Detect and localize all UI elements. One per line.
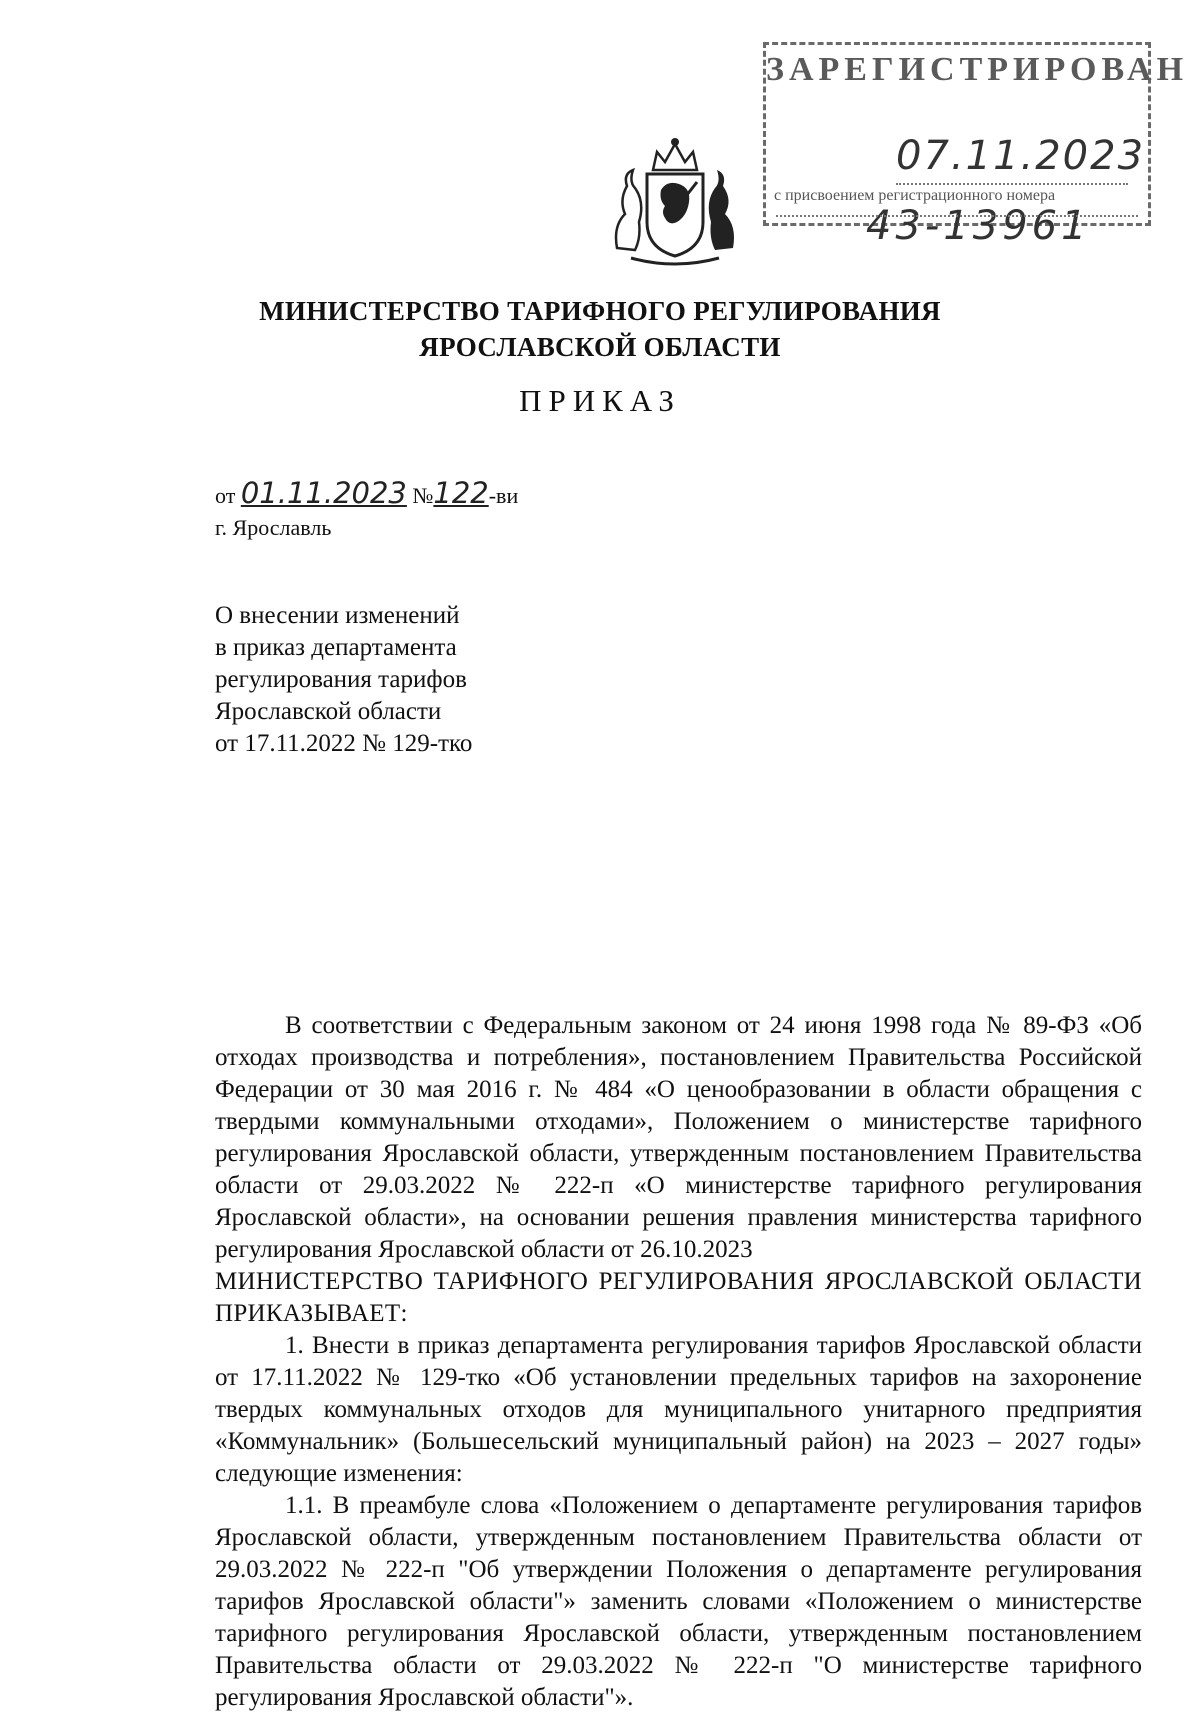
from-label: от — [215, 483, 236, 508]
subject-block — [215, 600, 472, 760]
subject-line: регулирования тарифов — [215, 666, 467, 693]
stamp-bottom-line — [776, 215, 1138, 217]
orders-heading: МИНИСТЕРСТВО ТАРИФНОГО РЕГУЛИРОВАНИЯ ЯРОСЛАВСКОЙ ОБЛАСТИ ПРИКАЗЫВАЕТ: — [215, 1268, 1142, 1327]
registration-stamp — [763, 42, 1189, 249]
document-type: ПРИКАЗ — [519, 383, 681, 418]
date-number-line — [215, 477, 518, 512]
org-name-line-2: ЯРОСЛАВСКОЙ ОБЛАСТИ — [419, 332, 781, 362]
subject-line: О внесении изменений — [215, 602, 460, 629]
issuing-authority — [0, 293, 1200, 365]
number-suffix: -ви — [488, 483, 519, 508]
subject-line: от 17.11.2022 № 129-тко — [215, 730, 473, 757]
item-1-1-paragraph: 1.1. В преамбуле слова «Положением о департаменте регулирования тарифов Ярославской области, утвержденным постановлением Правительства области от 29.03.2022 № 222-п "Об утверждении Положения о департаменте регулирования тарифов Ярославской области"» заменить словами «Положением о министерстве тарифного регулирования Ярославской области, утвержденным постановлением Правительства области от 29.03.2022 № 222-п "О министерстве тарифного регулирования Ярославской области"». — [215, 1492, 1142, 1711]
city: г. Ярославль — [215, 515, 332, 540]
number-label: № — [412, 483, 434, 508]
order-date: 01.11.2023 — [240, 476, 407, 510]
item-1-paragraph: 1. Внести в приказ департамента регулирования тарифов Ярославской области от 17.11.2022 № 129-тко «Об установлении предельных тарифов на захоронение твердых коммунальных отходов для муниципального унитарного предприятия «Коммунальник» (Большесельский муниципальный район) на 2023 – 2027 годы» следующие изменения: — [215, 1332, 1142, 1487]
order-number: 122 — [433, 476, 489, 510]
stamp-divider — [896, 183, 1128, 185]
stamp-title: ЗАРЕГИСТРИРОВАН — [766, 51, 1189, 88]
preamble-paragraph: В соответствии с Федеральным законом от 24 июня 1998 года № 89-ФЗ «Об отходах производства и потребления», постановлением Правительства Российской Федерации от 30 мая 2016 г. № 484 «О ценообразовании в области обращения с твердыми коммунальными отходами», Положением о министерстве тарифного регулирования Ярославской области, утвержденным постановлением Правительства области от 29.03.2022 № 222-п «О министерстве тарифного регулирования Ярославской области», на основании решения правления министерства тарифного регулирования Ярославской области от 26.10.2023 — [215, 1012, 1142, 1263]
subject-line: в приказ департамента — [215, 634, 457, 661]
subject-line: Ярославской области — [215, 698, 442, 725]
stamp-date: 07.11.2023 — [896, 133, 1146, 179]
document-meta — [215, 477, 518, 544]
stamp-number: 43-13961 — [866, 203, 1091, 249]
stamp-caption: с присвоением регистрационного номера — [774, 187, 1056, 204]
org-name-line-1: МИНИСТЕРСТВО ТАРИФНОГО РЕГУЛИРОВАНИЯ — [259, 296, 941, 326]
coat-of-arms-icon — [605, 130, 745, 270]
document-body — [215, 1010, 1142, 1714]
